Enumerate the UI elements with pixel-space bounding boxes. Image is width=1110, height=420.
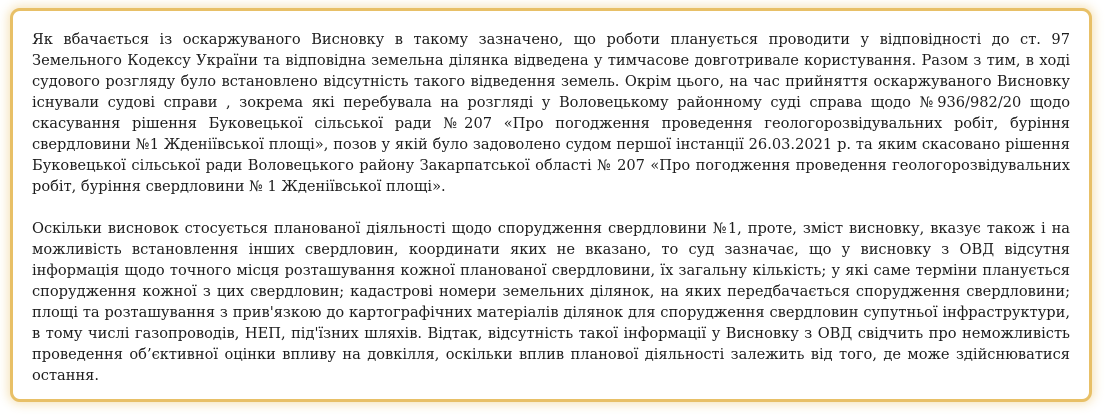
document-frame (10, 8, 1092, 402)
paragraph-1: Як вбачається із оскаржуваного Висновку в такому зазначено, що роботи планується проводити у відповідності до ст. 97 Земельного Кодексу України та відповідна земельна ділянка відведена у тимчасове довготривале користування. Разом з тим, в ході судового розгляду було встановлено відсутність такого відведення земель. Окрім цього, на час прийняття оскаржуваного Висновку існували судові справи , зокрема які перебувала на розгляді у Воловецькому районному суді справа щодо №936/982/20 щодо скасування рішення Буковецької сільської ради №207 «Про погодження проведення геологорозвідувальних робіт, буріння свердловини №1 Жденіївської площі», позов у якій було задоволено судом першої інстанції 26.03.2021 р. та яким скасовано рішення Буковецької сільської ради Воловецького району Закарпатської області № 207 «Про погодження проведення геологорозвідувальних робіт, буріння свердловини № 1 Жденіївської площі». (32, 31, 1070, 195)
paragraph-2: Оскільки висновок стосується планованої діяльності щодо спорудження свердловини №1, проте, зміст висновку, вказує також і на можливість встановлення інших свердловин, координати яких не вказано, то суд зазначає, що у висновку з ОВД відсутня інформація щодо точного місця розташування кожної планованої свердловини, їх загальну кількість; у які саме терміни планується спорудження кожної з цих свердловин; кадастрові номери земельних ділянок, на яких передбачається спорудження свердловини; площі та розташування з прив'язкою до картографічних матеріалів ділянок для спорудження свердловин супутньої інфраструктури, в тому числі газопроводів, НЕП, під'їзних шляхів. Відтак, відсутність такої інформації у Висновку з ОВД свідчить про неможливість проведення об’єктивної оцінки впливу на довкілля, оскільки вплив планової діяльності залежить від того, де може здійснюватися остання. (32, 220, 1070, 384)
document-text (32, 29, 1070, 386)
